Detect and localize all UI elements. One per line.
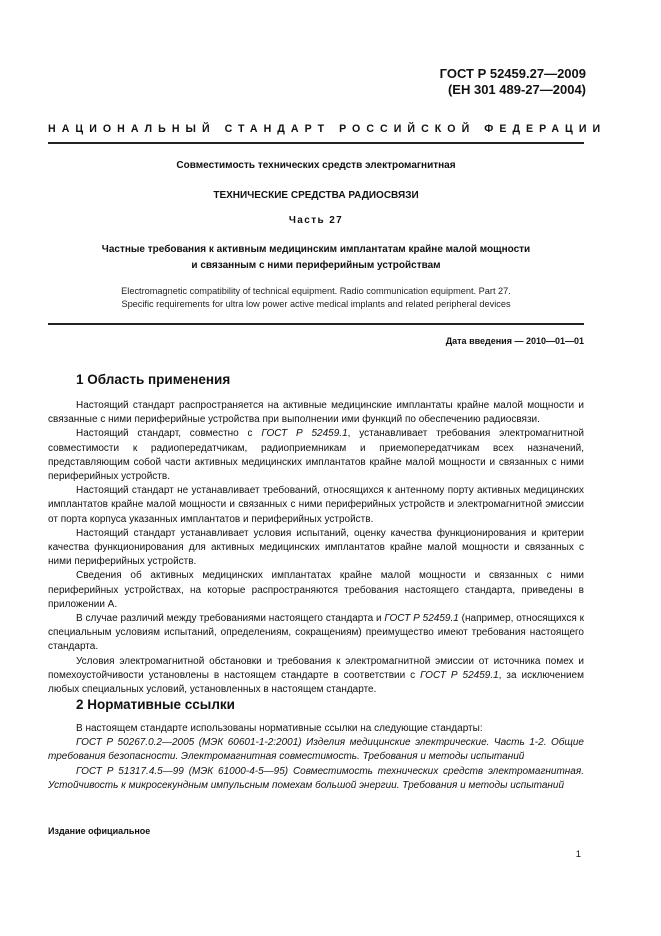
subtitle-line-2: и связанным с ними периферийным устройствам [191,260,441,271]
title-subtitle [48,242,584,274]
section-2-body [48,722,584,793]
normative-reference: ГОСТ Р 50267.0.2—2005 (МЭК 60601-1-2:2001) Изделия медицинские электрические. Часть 1-2. Общие требования безопасности. Электромагнитная совместимость. Требования и методы испытаний [48,737,584,763]
title-divider [48,323,584,325]
paragraph-text: , устанавливает требования электромагнитной совместимости к радиопередатчикам, радиоприемникам и приемопередатчикам всех назначений, представляющим собой части активных медицинских имплантатов крайне малой мощности и связанных с ними периферийных устройств. [48,428,584,483]
title-part: Часть 27 [288,215,344,226]
header-divider [48,142,584,144]
normative-reference: ГОСТ Р 51317.4.5—99 (МЭК 61000-4-5—95) Совместимость технических средств электромагнитная. Устойчивость к микросекундным импульсным помехам большой энергии. Требования и методы испытаний [48,765,584,791]
introduction-date: Дата введения — 2010—01—01 [445,336,584,346]
paragraph [48,655,584,698]
english-title-line-1: Electromagnetic compatibility of technical equipment. Radio communication equipment. Part 27. [121,286,511,296]
paragraph-text: В случае различий между требованиями настоящего стандарта и [76,613,385,625]
document-number-en: (ЕН 301 489-27—2004) [447,82,586,97]
standard-reference: ГОСТ Р 52459.1 [384,613,459,625]
section-1-body [48,399,584,697]
english-title [48,285,584,311]
title-line-2: ТЕХНИЧЕСКИЕ СРЕДСТВА РАДИОСВЯЗИ [213,190,419,201]
english-title-line-2: Specific requirements for ultra low power active medical implants and related peripheral devices [121,299,511,309]
paragraph-text: (например, относящихся к специальным условиям испытаний, определениям, сокращениям) преимущество имеют требования настоящего стандарта. [48,613,584,653]
section-2-heading: 2 Нормативные ссылки [76,697,235,712]
paragraph: Настоящий стандарт распространяется на активные медицинские имплантаты крайне малой мощности и связанные с ними периферийные устройства при выполнении ими функций по обеспечению радиосвязи. [48,400,584,426]
paragraph-text: , за исключением любых специальных условий, установленных в настоящем стандарте. [48,669,584,696]
national-standard-header: НАЦИОНАЛЬНЫЙ СТАНДАРТ РОССИЙСКОЙ ФЕДЕРАЦИИ [48,123,607,135]
paragraph: Сведения об активных медицинских имплантатах крайне малой мощности и связанных с ними периферийных устройствах, на которые распространяются требования настоящего стандарта, приведены в приложении А. [48,570,584,610]
official-edition-label: Издание официальное [48,826,151,836]
paragraph-text: Настоящий стандарт, совместно с [76,428,262,440]
paragraph: Настоящий стандарт не устанавливает требований, относящихся к антенному порту активных медицинских имплантатов крайне малой мощности и связанных с ними периферийных устройств и электромагнитной эмиссии от порта корпуса указанных имплантатов и периферийных устройств. [48,485,584,525]
standard-reference: ГОСТ Р 52459.1 [420,669,499,681]
paragraph: Настоящий стандарт устанавливает условия испытаний, оценку качества функционирования и критерии качества функционирования для активных медицинских имплантатов крайне малой мощности и связанных с ними периферийных устройств. [48,527,584,568]
subtitle-line-1: Частные требования к активным медицинским имплантатам крайне малой мощности [101,244,531,255]
paragraph [48,612,584,655]
title-line-1: Совместимость технических средств электромагнитная [176,160,456,171]
standard-reference: ГОСТ Р 52459.1 [261,428,348,440]
paragraph-text: Условия электромагнитной обстановки и требования к электромагнитной эмиссии от источника помех и помехоустойчивости установлены в настоящем стандарте в соответствии с [48,655,584,681]
paragraph: В настоящем стандарте использованы нормативные ссылки на следующие стандарты: [76,723,483,734]
document-number [440,66,586,98]
paragraph [48,427,584,484]
page-number: 1 [575,849,581,860]
document-number-gost: ГОСТ Р 52459.27—2009 [439,66,586,81]
section-1-heading: 1 Область применения [76,372,231,387]
